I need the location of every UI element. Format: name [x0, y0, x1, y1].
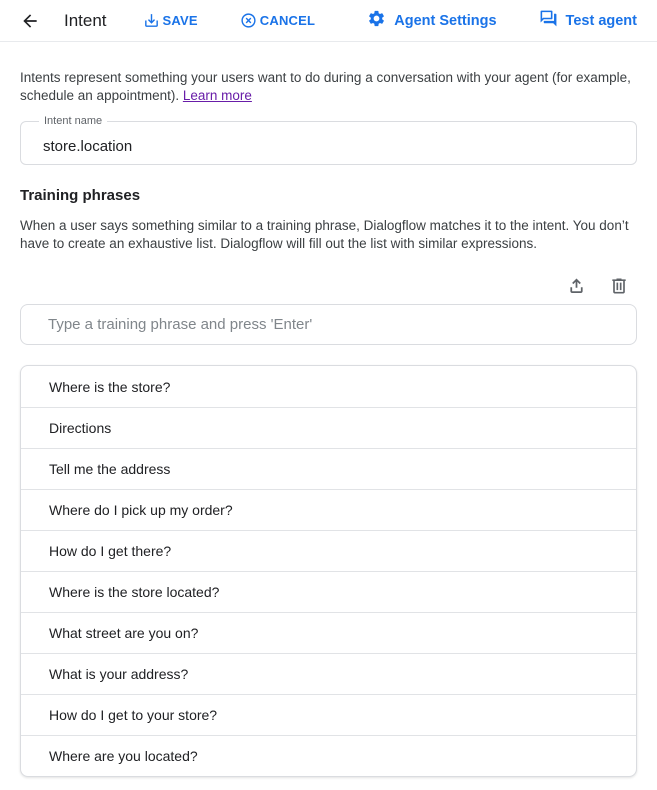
- training-phrase-text: What is your address?: [49, 666, 189, 682]
- training-phrase-row[interactable]: [21, 735, 636, 776]
- intent-description: [20, 69, 637, 105]
- training-phrase-row[interactable]: [21, 366, 636, 407]
- learn-more-link[interactable]: Learn more: [182, 88, 252, 103]
- training-phrase-text: What street are you on?: [49, 625, 199, 641]
- training-phrases-heading: Training phrases: [20, 187, 141, 204]
- page-title: Intent: [64, 10, 107, 30]
- training-phrase-row[interactable]: [21, 448, 636, 489]
- intent-name-input[interactable]: [21, 122, 636, 164]
- intent-name-label: Intent name: [39, 115, 107, 127]
- trash-icon: [609, 276, 629, 296]
- agent-settings-label: Agent Settings: [394, 12, 497, 29]
- agent-settings-button[interactable]: [367, 9, 496, 32]
- cancel-button-label: CANCEL: [259, 13, 316, 28]
- training-phrases-list: [20, 365, 637, 777]
- training-phrase-text: Directions: [49, 420, 112, 436]
- intent-description-text: Intents represent something your users want to do during a conversation with your agent (for example, schedule an appointment).: [20, 70, 631, 103]
- save-button[interactable]: [143, 12, 198, 29]
- training-phrase-row[interactable]: [21, 530, 636, 571]
- intent-name-field: [20, 115, 637, 165]
- topbar-right-actions: [367, 9, 637, 32]
- training-phrase-row[interactable]: [21, 653, 636, 694]
- delete-phrases-button[interactable]: [609, 276, 629, 296]
- training-phrase-row[interactable]: [21, 571, 636, 612]
- cancel-icon: [240, 12, 257, 29]
- main-content: [0, 69, 657, 777]
- training-phrase-text: Where is the store located?: [49, 584, 220, 600]
- save-button-label: SAVE: [162, 13, 198, 28]
- training-phrase-row[interactable]: [21, 612, 636, 653]
- chat-bubbles-icon: [539, 9, 558, 32]
- training-phrases-toolbar: [20, 275, 637, 296]
- test-agent-label: Test agent: [565, 12, 637, 29]
- training-phrase-row[interactable]: [21, 694, 636, 735]
- cancel-button[interactable]: [240, 12, 315, 29]
- training-phrase-text: Where is the store?: [49, 378, 171, 395]
- training-phrase-text: Where do I pick up my order?: [49, 502, 233, 518]
- training-phrases-description: When a user says something similar to a training phrase, Dialogflow matches it to the intent. You don’t have to create an exhaustive list. Dialogflow will fill out the list with similar expressions.: [20, 218, 629, 251]
- back-arrow-icon: [20, 11, 40, 31]
- back-button[interactable]: [20, 11, 40, 31]
- training-phrase-text: Where are you located?: [49, 748, 198, 764]
- test-agent-button[interactable]: [539, 9, 637, 32]
- training-phrase-row[interactable]: [21, 489, 636, 530]
- training-phrase-input[interactable]: [20, 304, 637, 345]
- topbar: [0, 0, 657, 42]
- training-phrase-text: How do I get there?: [49, 543, 172, 559]
- training-phrase-row[interactable]: [21, 407, 636, 448]
- training-phrase-text: How do I get to your store?: [49, 707, 218, 723]
- upload-icon: [566, 275, 587, 296]
- gear-icon: [367, 9, 386, 32]
- upload-phrases-button[interactable]: [566, 275, 587, 296]
- training-phrase-text: Tell me the address: [49, 461, 171, 477]
- save-icon: [143, 12, 160, 29]
